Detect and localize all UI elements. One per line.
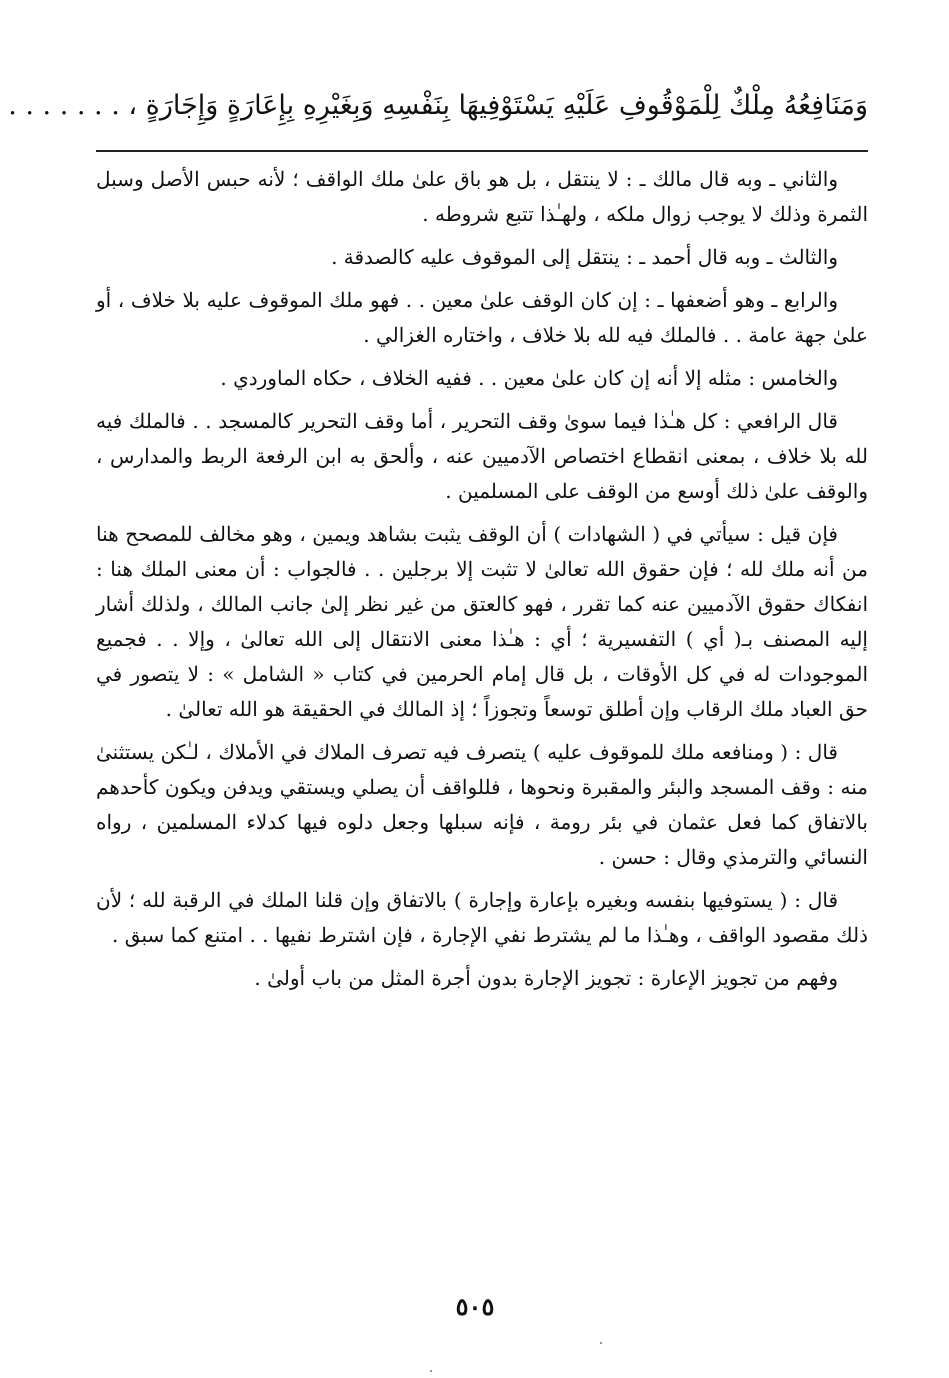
paragraph-fourth-opinion: والرابع ـ وهو أضعفها ـ : إن كان الوقف علىٰ معين . . فهو ملك الموقوف عليه بلا خلاف ، أو علىٰ جهة عامة . . فالملك فيه لله بلا خلاف ، واختاره الغزالي .: [96, 288, 868, 347]
scan-speck: [430, 1370, 432, 1372]
paragraph-objection-answer: فإن قيل : سيأتي في ( الشهادات ) أن الوقف يثبت بشاهد ويمين ، وهو مخالف للمصحح هنا من أنه ملك لله ؛ فإن حقوق الله تعالىٰ لا تثبت إلا برجلين . . فالجواب : أن معنى الملك هنا : انفكاك حقوق الآدميين عنه كما تقرر ، فهو كالعتق من غير نظر إلىٰ جانب المالك ، ولذلك أشار إليه المصنف بـ( أي ) التفسيرية ؛ أي : هـٰذا معنى الانتقال إلى الله تعالىٰ ، وإلا . . فجميع الموجودات له في كل الأوقات ، بل قال إمام الحرمين في كتاب « الشامل » : لا يتصور في حق العباد ملك الرقاب وإن أطلق توسعاً وتجوزاً ؛ إذ المالك في الحقيقة هو الله تعالىٰ .: [96, 522, 868, 721]
header-divider: [96, 150, 868, 152]
paragraph-third-opinion: والثالث ـ وبه قال أحمد ـ : ينتقل إلى الموقوف عليه كالصدقة .: [331, 245, 838, 269]
paragraph-fifth-opinion: والخامس : مثله إلا أنه إن كان علىٰ معين . . ففيه الخلاف ، حكاه الماوردي .: [220, 366, 838, 390]
paragraph-lending-inference: وفهم من تجويز الإعارة : تجويز الإجارة بدون أجرة المثل من باب أولىٰ .: [254, 966, 838, 990]
matn-header-line: وَمَنَافِعُهُ مِلْكٌ لِلْمَوْقُوفِ عَلَيْهِ يَسْتَوْفِيهَا بِنَفْسِهِ وَبِغَيْرِهِ بِإِعَارَةٍ وَإِجَارَةٍ ، . . . . . . .: [8, 90, 868, 121]
page-number: ٥٠٥: [455, 1292, 495, 1321]
scan-speck: [600, 1342, 602, 1344]
paragraph-usufruct: قال : ( يستوفيها بنفسه وبغيره بإعارة وإجارة ) بالاتفاق وإن قلنا الملك في الرقبة لله ؛ لأن ذلك مقصود الواقف ، وهـٰذا ما لم يشترط نفي الإجارة ، فإن اشترط نفيها . . امتنع كما سبق .: [96, 888, 868, 947]
paragraph-rafii: قال الرافعي : كل هـٰذا فيما سوىٰ وقف التحرير ، أما وقف التحرير كالمسجد . . فالملك فيه لله بلا خلاف ، بمعنى انقطاع اختصاص الآدميين عنه ، وألحق به ابن الرفعة الربط والمدارس ، والوقف علىٰ ذلك أوسع من الوقف على المسلمين .: [96, 409, 868, 503]
paragraph-benefits-ownership: قال : ( ومنافعه ملك للموقوف عليه ) يتصرف فيه تصرف الملاك في الأملاك ، لـٰكن يستثنىٰ منه : وقف المسجد والبئر والمقبرة ونحوها ، فللواقف أن يصلي ويستقي ويدفن ويكون كأحدهم بالاتفاق كما فعل عثمان في بئر رومة ، فإنه سبلها وجعل دلوه فيها كدلاء المسلمين ، رواه النسائي والترمذي وقال : حسن .: [96, 740, 868, 869]
paragraph-second-opinion: والثاني ـ وبه قال مالك ـ : لا ينتقل ، بل هو باق علىٰ ملك الواقف ؛ لأنه حبس الأصل وسبل الثمرة وذلك لا يوجب زوال ملكه ، ولهـٰذا تتبع شروطه .: [96, 167, 868, 226]
commentary-body: [96, 162, 868, 1004]
